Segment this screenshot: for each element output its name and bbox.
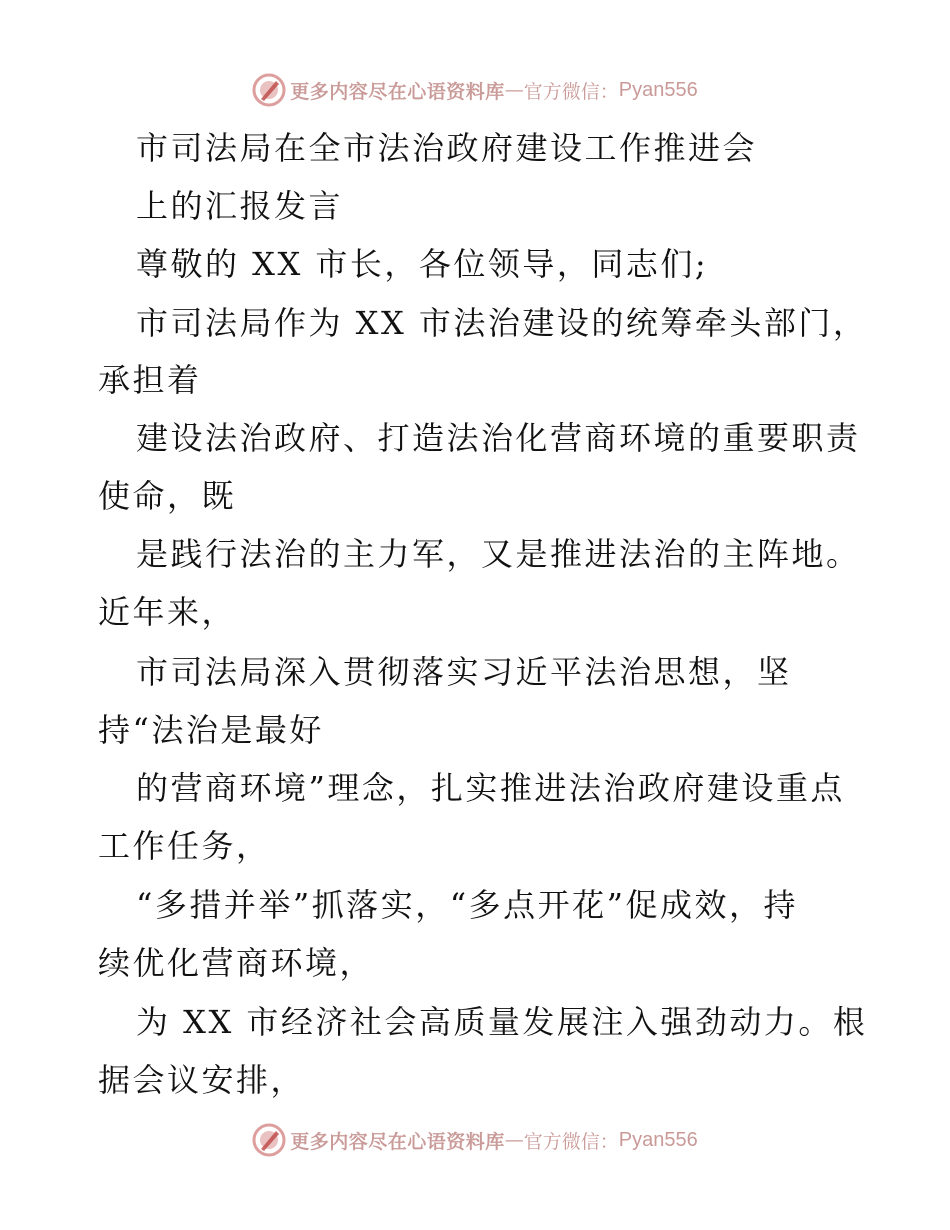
pen-logo-icon [252,73,286,107]
banner-separator: — [504,1129,524,1151]
text-line: 尊敬的 XX 市长，各位领导，同志们; [136,245,709,283]
text-line: 建设法治政府、打造法治化营商环境的重要职责 [136,419,861,457]
document-title-line-1: 市司法局在全市法治政府建设工作推进会 [136,129,758,167]
banner-main-text: 更多内容尽在心语资料库 [290,1130,505,1153]
banner-wechat-id: Pyan556 [618,1128,698,1151]
banner-wechat-label: 官方微信： [523,80,619,103]
text-line: 使命，既 [98,477,237,515]
text-line: 市司法局作为 XX 市法治建设的统筹牵头部门， [136,304,868,342]
text-line: 近年来， [98,593,237,631]
text-line: 是践行法治的主力军，又是推进法治的主阵地。 [136,535,861,573]
header-watermark-banner [0,70,950,110]
banner-separator: — [504,79,524,101]
banner-wechat-label: 官方微信： [523,1130,619,1153]
text-line: 工作任务， [98,827,271,865]
text-line: 为 XX 市经济社会高质量发展注入强劲动力。根 [136,1003,868,1041]
text-line: 续优化营商环境， [98,944,375,982]
banner-wechat-id: Pyan556 [618,78,698,101]
text-line: 的营商环境”理念，扎实推进法治政府建设重点 [136,769,845,807]
footer-watermark-banner [0,1120,950,1160]
text-line: 承担着 [98,361,202,399]
banner-main-text: 更多内容尽在心语资料库 [290,80,505,103]
pen-logo-icon [252,1123,286,1157]
text-line: 据会议安排， [98,1061,306,1099]
document-title-line-2: 上的汇报发言 [136,187,344,225]
text-line: 持“法治是最好 [98,711,324,749]
text-line: “多措并举”抓落实，“多点开花”促成效，持 [136,886,798,924]
text-line: 市司法局深入贯彻落实习近平法治思想，坚 [136,653,792,691]
